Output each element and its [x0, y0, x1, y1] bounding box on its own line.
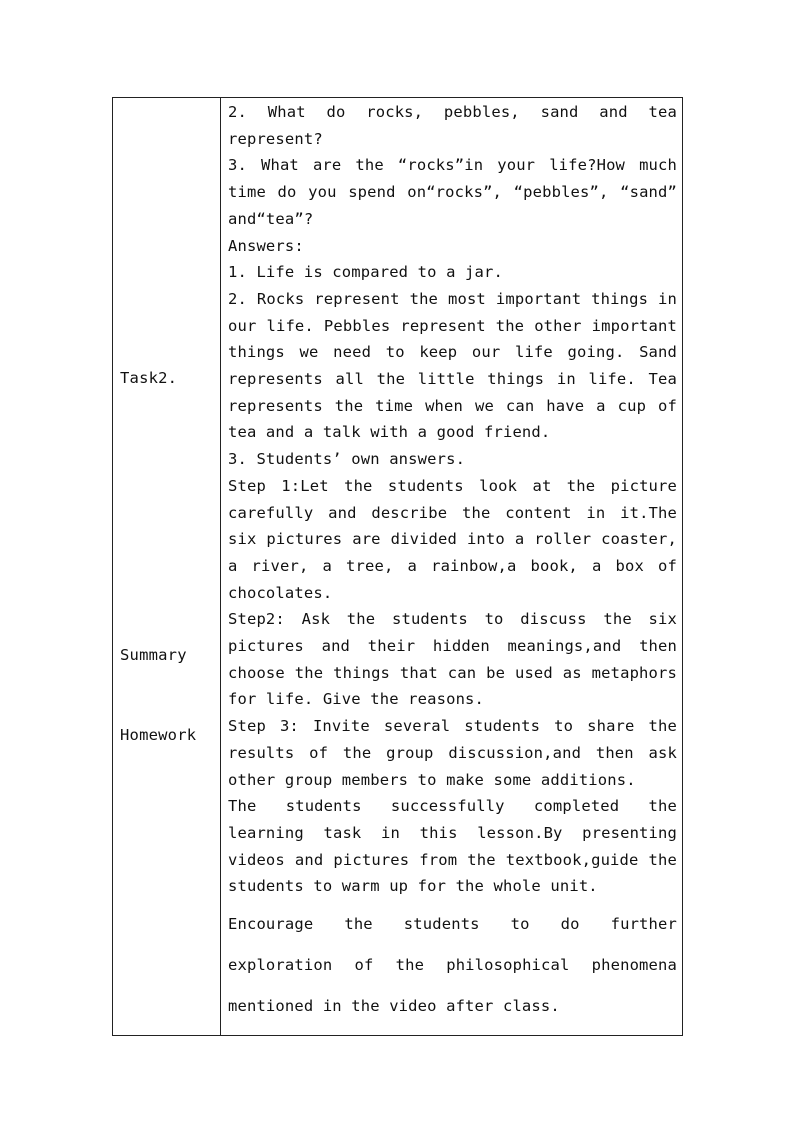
question-2: 2. What do rocks, pebbles, sand and tea represent?: [228, 103, 677, 148]
content-text: [221, 98, 682, 1035]
task2-label: Task2.: [120, 369, 178, 387]
answer-2: 2. Rocks represent the most important things in our life. Pebbles represent the other important things we need to keep our life going. Sand represents all the little things in life. Tea represents the time when we can have a cup of tea and a talk with a good friend.: [228, 289, 677, 442]
step-2: Step2: Ask the students to discuss the six pictures and their hidden meanings,and then choose the things that can be used as metaphors for life. Give the reasons.: [228, 610, 677, 709]
step-3: Step 3: Invite several students to share the results of the group discussion,and then ask other group members to make some additions.: [228, 717, 677, 789]
table-row: [113, 98, 683, 1036]
summary-text: The students successfully completed the learning task in this lesson.By presenting videos and pictures from the textbook,guide the students to warm up for the whole unit.: [228, 797, 677, 896]
homework-text: Encourage the students to do further exploration of the philosophical phenomena mentioned in the video after class.: [228, 915, 677, 1016]
summary-label: Summary: [120, 646, 187, 664]
content-column: [221, 98, 683, 1036]
label-column: [113, 98, 221, 1036]
answer-3: 3. Students’ own answers.: [228, 450, 466, 469]
step-1: Step 1:Let the students look at the picture carefully and describe the content in it.The six pictures are divided into a roller coaster, a river, a tree, a rainbow,a book, a box of chocolates.: [228, 476, 677, 602]
homework-label: Homework: [120, 726, 197, 744]
answers-heading: Answers:: [228, 236, 304, 255]
answer-1: 1. Life is compared to a jar.: [228, 263, 503, 282]
question-3: 3. What are the “rocks”in your life?How much time do you spend on“rocks”, “pebbles”, “sand” and“tea”?: [228, 156, 677, 228]
lesson-plan-table: [112, 97, 683, 1036]
